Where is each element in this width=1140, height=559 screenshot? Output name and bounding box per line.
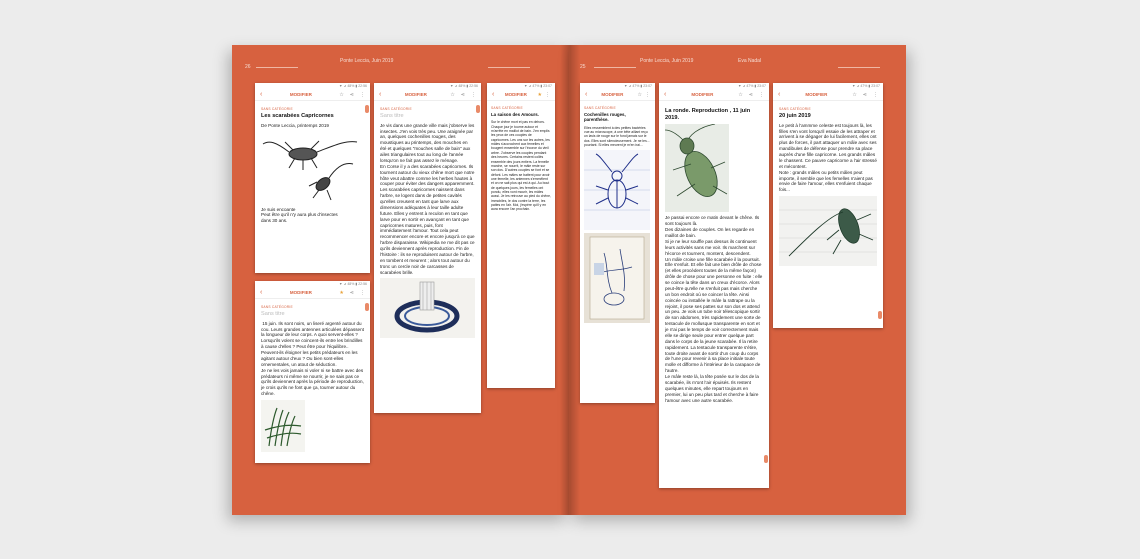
note-body: Elles ressemblent à des petites bactéries vue au microscope, à une bête aillant reçu un lavis de rouge sur le fond jamais sur le dos. Elles sont silencieusement. Je ne les... pourtant. Si elles meurent je m'en irai...: [584, 125, 651, 147]
toolbar: [580, 89, 655, 101]
back-arrow-icon[interactable]: ‹: [778, 91, 781, 98]
star-icon[interactable]: ★: [339, 289, 344, 296]
blue-beetle-drawing: [584, 150, 650, 230]
category-label: SANS CATÉGORIE: [584, 106, 616, 110]
back-arrow-icon[interactable]: ‹: [379, 91, 382, 98]
more-icon[interactable]: ⋮: [471, 91, 476, 98]
note-card-scarabees: [255, 83, 370, 273]
note-title: Cochenilles rouges, parenthèse.: [584, 112, 626, 123]
scroll-thumb[interactable]: [365, 105, 369, 113]
sketch-drawing: [261, 400, 305, 452]
right-running-head: Ponte Leccia, Juin 2019: [640, 58, 694, 64]
modify-button[interactable]: MODIFIER: [289, 290, 312, 295]
note-body: Je passai encore ce matin devant le chêne. Ils sont toujours là. Des dizaines de couples. On les regarde en maillot de bain. Si je ne leur souffle pas dessus ils continuent leurs activités sans me voir. Ils marchent sur l'écorce et tournent, montent, descendent. Un mâle croise une fille scarabée il la poursuit. Elle s'enfuit. Et elle fait une bien drôle de chose (et elles procèdent toutes de la même façon) drôle de chose pour une personne en fuite : elle se coince la tête dans un creux d'écorce. Alors peut-être qu'elle ne s'enfuit pas mais cherche un bon endroit où se coincer la tête. Ainsi coincée ou installée le mâle la rattrape ou la rejoint, il pose ses pattes sur son dos et attend un peu. Je vois un tube noir télescopique sortir de son abdomen, très rapidement une sorte de tentacule de mollusque transparente en sort et je n'ai pas le temps de voir correctement mais elle se dirige seule pour entrer quelque part dans le corps de la jeune scarabée. Il la retire rapidement. La tentacule transparente s'étire, toute droite avant de sortir d'un coup du corps de l'une pour revenir à sa place initiale toute molle et difforme à l'intérieur de la carapace de l'autre. Le mâle reste là, la tête posée sur le dos de la scarabée, ils m'ont l'air épuisés. Ils restent quelques minutes, elle repart toujours en premier, lui un peu plus tard et cherche à faire l'amour avec une autre scarabée.: [665, 215, 763, 403]
note-body: 15 juin. Ils sont noirs, un liseré argenté autour du cou. Leurs grandes antennes articulées dépassent la longueur de leur corps. A quoi servent-elles ? Lorsqu'ils volent se coincent-ils entre les brindilles à cause d'elles ? Peut être pour l'équilibre.. Peuvent-ils éloigner les petits prédateurs en les agitant autour d'eux ? Ou bien sont-elles ornementales, un atout de séduction. Je ne les vois jamais ni voler ni se battre avec des prédateurs ni même se nourrir, je ne sais pas ce qu'ils deviennent après la période de reproduction, je crois qu'ils ne font que ça, tourner autour du chêne.: [261, 320, 364, 397]
note-title: Sans titre: [261, 311, 285, 317]
beetle-drawing: [261, 132, 361, 204]
ink-circle-drawing: [380, 278, 475, 338]
scroll-thumb[interactable]: [476, 105, 480, 113]
note-title: Sans titre: [380, 113, 404, 119]
category-label: SANS CATÉGORIE: [491, 106, 523, 110]
back-arrow-icon[interactable]: ‹: [664, 91, 667, 98]
status-bar: ▼ ⊿ 47% ▮ 23:07: [624, 84, 652, 88]
star-icon[interactable]: ☆: [738, 91, 743, 98]
scroll-thumb[interactable]: [764, 455, 768, 463]
beetle-sketch-photo: [779, 196, 877, 266]
right-author: Eva Nadal: [738, 58, 762, 64]
note-caption: Je suis encoante Peut être qu'il n'y aura plus d'insectes dans 30 ans.: [261, 206, 338, 224]
modify-button[interactable]: MODIFIER: [805, 92, 828, 97]
note-body: Je vis dans une grande ville mais j'observe les insectes. J'en vois très peu. Une araignée par an, quelques cochenilles rouges, des moustiques au printemps, des mouches en été et quelques "mouches salle de bain" aux ailes triangulaires tout au long de l'année lorsqu'on ne fait pas assez le ménage. En Corse il y a des scarabées capricornes. Ils tournent autour du vieux chêne mort que notre hôte veut abattre comme les herbes hautes à couper pour éviter des dangers apparemment. Les scarabées capricornes naissent dans l'arbre, se logent dans de petites cavités qu'elles creusent en tant que larve aux dimensions adéquates à leur taille adulte future. Elles y entrent à reculon en tant que larve pour en sortir en avançant en tant que capricornes matures, puis, font immédiatement l'amour. Tout cela peut recommencer encore et encore jusqu'à ce que l'arbre disparaisse. Wikipedia ne me dit pas ce qu'ils deviennent après reproduction. Fin de l'histoire : ils se reproduisent autour de l'arbre, en tombent et meurent ; alors tout autour du tronc un cercle noir de carcasses de scarabées brille.: [380, 122, 475, 275]
sketchbook-photo: [584, 233, 650, 323]
left-page-number: 26: [245, 64, 251, 70]
green-beetle-drawing: [665, 124, 729, 212]
note-subtitle: De Ponte Leccia, printemps 2019: [261, 122, 329, 128]
more-icon[interactable]: ⋮: [644, 91, 650, 98]
status-bar: ▼ ⊿ 47% ▮ 23:07: [524, 84, 552, 88]
share-icon[interactable]: ⋖: [349, 289, 354, 296]
right-header-rule-2: [838, 67, 880, 68]
note-body: Sur le chêne mort et pas en dehors. Chaque jour je tourne autour et m'arrête en maillot de bain. J'en emplis les yeux de ces couples de capricornes. Les uns sur les autres, les mâles s'accrochent aux femelles et bougent ensemble sur l'écorce du vieil arbre. J'observe les couples pendant des heures. Certains restent collés ensemble des jours entiers. La femelle marche, se nourrit, le mâle reste sur son dos. D'autres couples se font et se défont. Les mâles se battent pour avoir une femelle, les antennes s'emmêlent et on ne sait plus qui est à qui. Au bout de quelques jours, les femelles ont pondu, elles vont mourir, les mâles aussi. Je les retrouve au pied du chêne, immobiles, le dos contre la terre, les pattes en l'air. Moi, j'espère qu'il y en aura encore l'an prochain.: [491, 120, 552, 212]
note-card-sans-titre-1: [255, 281, 370, 463]
star-icon[interactable]: ☆: [450, 91, 455, 98]
left-running-head: Ponte Leccia, Juin 2019: [340, 58, 394, 64]
back-arrow-icon[interactable]: ‹: [585, 91, 588, 98]
note-card-la-ronde: [659, 83, 769, 488]
category-label: SANS CATÉGORIE: [380, 107, 412, 111]
modify-button[interactable]: MODIFIER: [504, 92, 527, 97]
more-icon[interactable]: ⋮: [759, 91, 764, 98]
right-page-number: 25: [580, 64, 586, 70]
share-icon[interactable]: ⋖: [460, 91, 465, 98]
share-icon[interactable]: ⋖: [349, 91, 354, 98]
star-icon[interactable]: ☆: [852, 91, 857, 98]
category-label: SANS CATÉGORIE: [779, 107, 811, 111]
star-icon[interactable]: ☆: [339, 91, 344, 98]
left-header-rule: [256, 67, 298, 68]
back-arrow-icon[interactable]: ‹: [260, 289, 263, 296]
left-header-rule-2: [488, 67, 530, 68]
status-bar: ▼ ⊿ 47% ▮ 23:07: [852, 84, 880, 88]
note-body: Le petit à l'ammme celeste est toujours là, les filles s'en vont lorsqu'il essaie de les attraper et arrivent à se dégager de lui facilement, elles ont plus de forces, il part attaquer un mâle avec ses mandibules de défense pour prendre sa place auprès d'une fille capricorne. Les grands mâles le chassent. Ce pauvre capricorne a l'air stressé et mécontent. Note : grands mâles ou petits mâles peut importe, il semble que les femelles n'aient pas envie de faire l'amour, elles s'enfuient chaque fois...: [779, 122, 877, 193]
status-bar: ▼ ⊿ 48% ▮ 22:56: [339, 282, 367, 286]
modify-button[interactable]: MODIFIER: [404, 92, 427, 97]
toolbar: [659, 89, 769, 101]
note-title: 20 juin 2019: [779, 113, 811, 119]
toolbar: [255, 287, 370, 299]
star-icon[interactable]: ☆: [637, 91, 642, 98]
modify-button[interactable]: MODIFIER: [289, 92, 312, 97]
more-icon[interactable]: ⋮: [873, 91, 878, 98]
note-card-cochenilles: [580, 83, 655, 403]
toolbar: [255, 89, 370, 101]
more-icon[interactable]: ⋮: [544, 91, 550, 98]
status-bar: ▼ ⊿ 47% ▮ 23:07: [738, 84, 766, 88]
toolbar: [487, 89, 555, 101]
category-label: SANS CATÉGORIE: [261, 305, 293, 309]
more-icon[interactable]: ⋮: [360, 289, 365, 296]
note-card-20-juin: [773, 83, 883, 328]
category-label: SANS CATÉGORIE: [261, 107, 293, 111]
note-title: La ronde. Reproduction , 11 juin 2019.: [665, 108, 751, 121]
star-icon[interactable]: ★: [537, 91, 542, 98]
back-arrow-icon[interactable]: ‹: [492, 91, 495, 98]
note-card-saison-amours: [487, 83, 555, 388]
note-title: La saison des Amours.: [491, 112, 539, 117]
note-title: Les scarabées Capricornes: [261, 113, 334, 119]
scroll-thumb[interactable]: [365, 303, 369, 311]
right-header-rule: [594, 67, 636, 68]
status-bar: ▼ ⊿ 48% ▮ 22:56: [339, 84, 367, 88]
toolbar: [374, 89, 481, 101]
toolbar: [773, 89, 883, 101]
note-card-sans-titre-2: [374, 83, 481, 413]
share-icon[interactable]: ⋖: [862, 91, 867, 98]
modify-button[interactable]: MODIFIER: [601, 92, 624, 97]
share-icon[interactable]: ⋖: [748, 91, 753, 98]
modify-button[interactable]: MODIFIER: [691, 92, 714, 97]
back-arrow-icon[interactable]: ‹: [260, 91, 263, 98]
scroll-thumb[interactable]: [878, 311, 882, 319]
status-bar: ▼ ⊿ 48% ▮ 22:56: [450, 84, 478, 88]
more-icon[interactable]: ⋮: [360, 91, 365, 98]
page-gutter: [560, 45, 580, 515]
